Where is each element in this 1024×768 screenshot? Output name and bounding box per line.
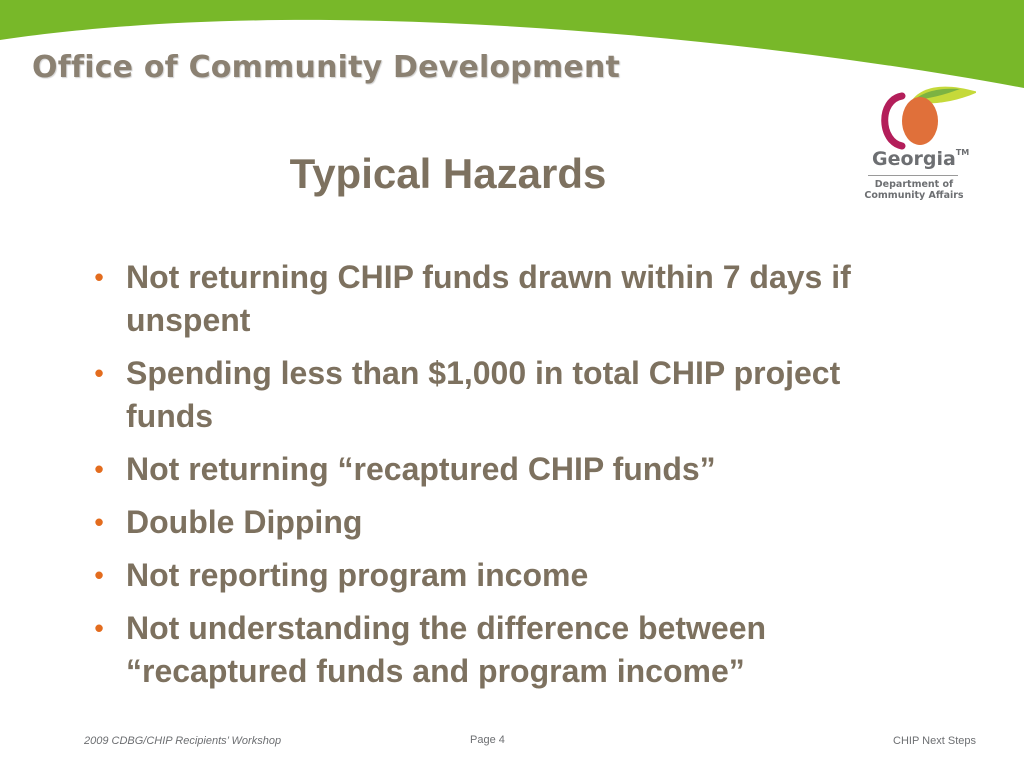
- bullet-icon: •: [94, 358, 104, 388]
- bullet-text: Not understanding the difference between “recaptured funds and program income”: [126, 610, 767, 689]
- bullet-icon: •: [94, 507, 104, 537]
- bullet-text: Not reporting program income: [126, 557, 589, 593]
- footer-page-number: Page 4: [470, 734, 505, 746]
- logo-department-text: Department of Community Affairs: [864, 179, 964, 201]
- footer-workshop-name: 2009 CDBG/CHIP Recipients’ Workshop: [84, 735, 282, 747]
- bullet-item: [84, 448, 884, 491]
- logo-georgia-text: Georgia™: [872, 148, 970, 170]
- bullet-item: [84, 554, 884, 597]
- slide-title: Typical Hazards: [289, 150, 607, 197]
- peach-icon: [856, 80, 976, 150]
- bullet-item: [84, 501, 884, 544]
- bullet-text: Spending less than $1,000 in total CHIP project funds: [126, 355, 841, 434]
- bullet-item: [84, 607, 884, 693]
- bullet-icon: •: [94, 560, 104, 590]
- org-header-title: Office of Community Development: [32, 50, 621, 85]
- bullet-text: Not returning “recaptured CHIP funds”: [126, 451, 716, 487]
- hazard-bullet-list: [84, 256, 884, 703]
- bullet-icon: •: [94, 454, 104, 484]
- bullet-icon: •: [94, 262, 104, 292]
- bullet-icon: •: [94, 613, 104, 643]
- bullet-item: [84, 256, 884, 342]
- footer-section-name: CHIP Next Steps: [893, 735, 976, 747]
- bullet-text: Double Dipping: [126, 504, 363, 540]
- bullet-text: Not returning CHIP funds drawn within 7 days if unspent: [126, 259, 851, 338]
- bullet-item: [84, 352, 884, 438]
